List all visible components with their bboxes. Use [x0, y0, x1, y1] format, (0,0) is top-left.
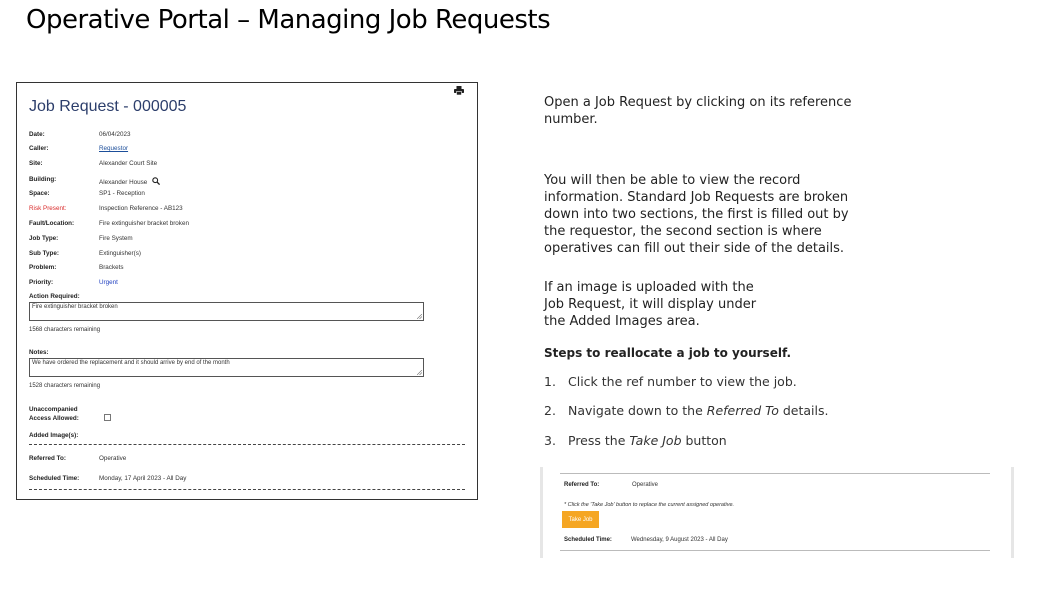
step-number: 1.: [544, 374, 556, 389]
step-text: Navigate down to the: [568, 403, 707, 418]
referred-to-value: Operative: [99, 455, 127, 462]
instruction-line: number.: [544, 112, 598, 127]
space-label: Space:: [29, 190, 50, 197]
instruction-line: information. Standard Job Requests are broken: [544, 190, 849, 205]
printer-icon[interactable]: [454, 86, 464, 95]
inset-divider: [560, 550, 990, 551]
instruction-line: the Added Images area.: [544, 314, 700, 329]
notes-counter: 1528 characters remaining: [29, 383, 101, 389]
date-label: Date:: [29, 131, 45, 138]
date-value: 06/04/2023: [99, 131, 131, 138]
step-text: button: [681, 433, 727, 448]
inset-referred-value: Operative: [632, 482, 659, 488]
notes-label: Notes:: [29, 349, 49, 356]
unaccompanied-label-2: Access Allowed:: [29, 415, 79, 422]
fault-label: Fault/Location:: [29, 220, 75, 227]
instruction-line: the requestor, the second section is where: [544, 224, 822, 239]
risk-label: Risk Present:: [29, 205, 67, 212]
referred-to-label: Referred To:: [29, 455, 66, 462]
fault-value: Fire extinguisher bracket broken: [99, 220, 189, 227]
risk-value: Inspection Reference - AB123: [99, 205, 183, 212]
instruction-line: If an image is uploaded with the: [544, 280, 754, 295]
scheduled-time-value: Monday, 17 April 2023 - All Day: [99, 475, 187, 482]
building-value: Alexander House: [99, 179, 148, 186]
inset-hint: * Click the 'Take Job' button to replace the current assigned operative.: [564, 502, 735, 508]
space-value: SP1 - Reception: [99, 190, 145, 197]
notes-textarea[interactable]: [29, 358, 424, 377]
building-value-wrap: [99, 176, 160, 187]
inset-scheduled-label: Scheduled Time:: [564, 537, 612, 543]
job-type-label: Job Type:: [29, 235, 59, 242]
instruction-paragraph-3: [544, 279, 756, 330]
instruction-line: Open a Job Request by clicking on its reference: [544, 95, 852, 110]
step-text: details.: [778, 403, 829, 418]
job-type-value: Fire System: [99, 235, 133, 242]
action-required-label: Action Required:: [29, 293, 80, 300]
steps-heading: Steps to reallocate a job to yourself.: [544, 346, 792, 360]
step-3: [544, 433, 727, 448]
instruction-paragraph-1: [544, 94, 851, 128]
site-label: Site:: [29, 160, 43, 167]
priority-value: Urgent: [99, 279, 118, 286]
instruction-line: down into two sections, the first is filled out by: [544, 207, 849, 222]
take-job-button[interactable]: Take Job: [562, 511, 599, 528]
added-images-label: Added Image(s):: [29, 432, 79, 439]
notes-text: We have ordered the replacement and it should arrive by end of the month: [32, 360, 230, 366]
section-divider: [29, 444, 465, 445]
inset-referred-label: Referred To:: [564, 482, 600, 488]
building-label: Building:: [29, 176, 57, 183]
job-request-heading: Job Request - 000005: [29, 98, 187, 115]
job-request-panel: [16, 82, 478, 500]
action-required-counter: 1568 characters remaining: [29, 327, 101, 333]
sub-type-value: Extinguisher(s): [99, 250, 141, 257]
priority-label: Priority:: [29, 279, 54, 286]
caller-link[interactable]: Requestor: [99, 145, 129, 152]
step-number: 3.: [544, 433, 556, 448]
instruction-line: operatives can fill out their side of the details.: [544, 241, 845, 256]
inset-edge: [1011, 467, 1014, 558]
step-text: Click the ref number to view the job.: [568, 374, 797, 389]
take-job-inset: [540, 467, 1014, 558]
instruction-line: Job Request, it will display under: [544, 297, 757, 312]
step-emphasis: Take Job: [629, 433, 682, 448]
resize-grip-icon[interactable]: [417, 370, 422, 375]
sub-type-label: Sub Type:: [29, 250, 59, 257]
step-emphasis: Referred To: [706, 403, 779, 418]
instruction-paragraph-2: [544, 172, 849, 257]
action-required-text: Fire extinguisher bracket broken: [32, 304, 118, 310]
instruction-line: You will then be able to view the record: [544, 173, 801, 188]
caller-label: Caller:: [29, 145, 49, 152]
site-value: Alexander Court Site: [99, 160, 158, 167]
problem-value: Brackets: [99, 264, 124, 271]
slide-title: Operative Portal – Managing Job Requests: [26, 5, 551, 35]
step-number: 2.: [544, 403, 556, 418]
action-required-textarea[interactable]: [29, 302, 424, 321]
section-divider: [29, 489, 465, 490]
inset-scheduled-value: Wednesday, 9 August 2023 - All Day: [631, 537, 728, 543]
step-1: [544, 374, 797, 389]
inset-divider: [560, 473, 990, 474]
inset-edge: [540, 467, 543, 558]
resize-grip-icon[interactable]: [417, 314, 422, 319]
step-2: [544, 403, 828, 418]
step-text: Press the: [568, 433, 630, 448]
unaccompanied-checkbox[interactable]: [104, 414, 111, 421]
problem-label: Problem:: [29, 264, 57, 271]
scheduled-time-label: Scheduled Time:: [29, 475, 80, 482]
unaccompanied-label-1: Unaccompanied: [29, 406, 78, 413]
magnifier-icon[interactable]: [152, 177, 160, 185]
